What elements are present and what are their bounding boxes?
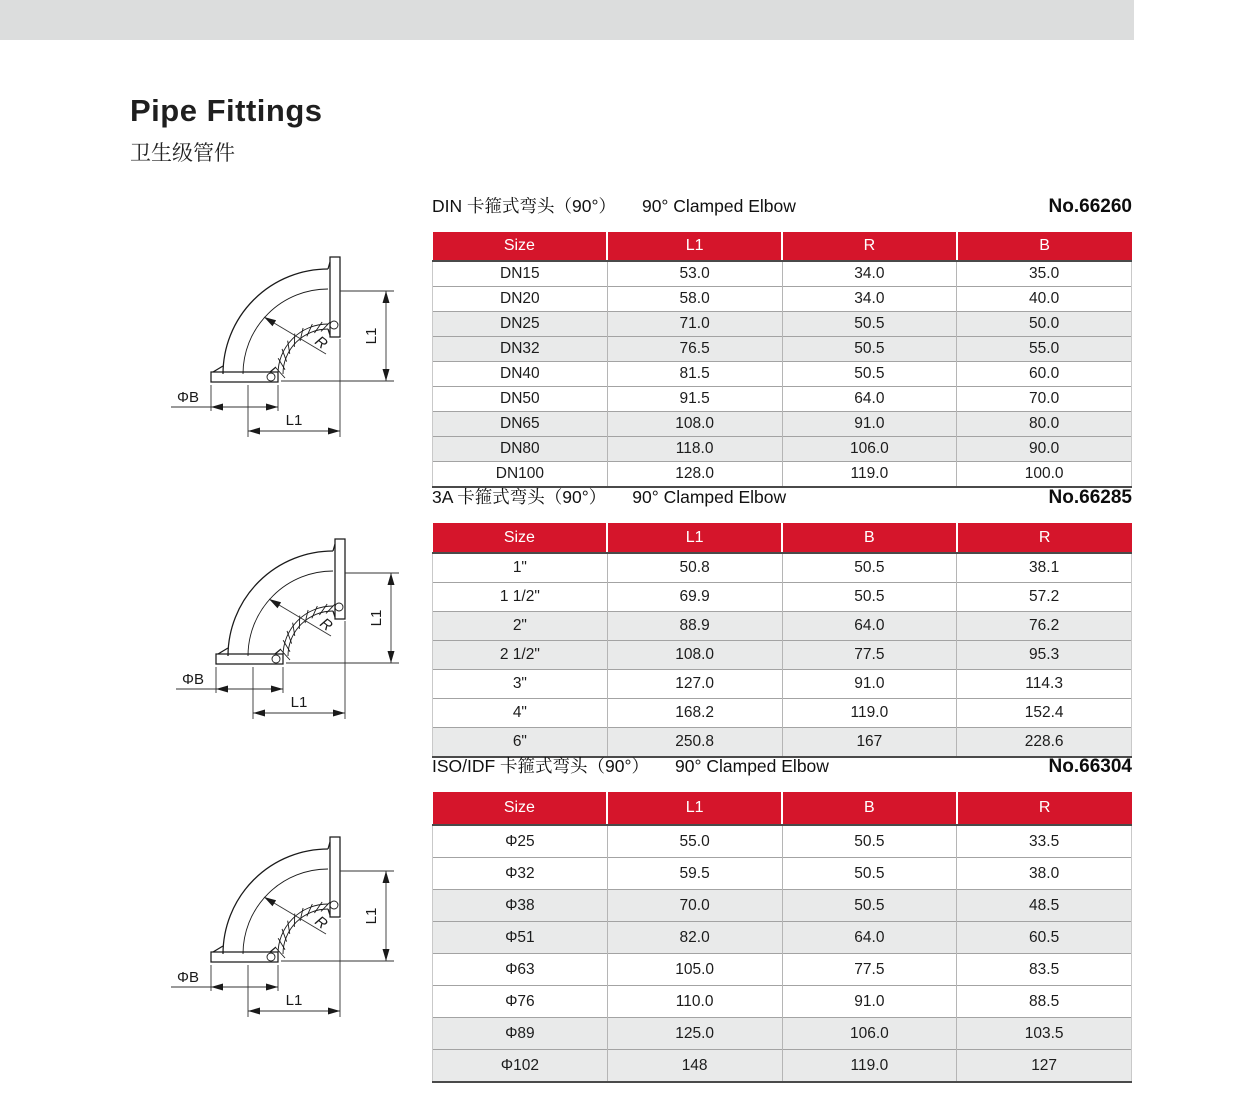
- value-cell: 50.5: [782, 312, 957, 337]
- dim-label-l1-horizontal: L1: [285, 412, 303, 429]
- value-cell: 106.0: [782, 437, 957, 462]
- dim-label-r: R: [311, 912, 331, 933]
- column-header: R: [957, 523, 1132, 553]
- value-cell: 90.0: [957, 437, 1132, 462]
- value-cell: 55.0: [957, 337, 1132, 362]
- value-cell: 58.0: [607, 287, 782, 312]
- value-cell: 82.0: [607, 922, 782, 954]
- value-cell: 53.0: [607, 261, 782, 287]
- table-row: [433, 699, 1132, 728]
- size-cell: DN25: [433, 312, 608, 337]
- table-row: [433, 954, 1132, 986]
- section-title: [432, 753, 1132, 780]
- value-cell: 70.0: [607, 890, 782, 922]
- size-cell: Φ76: [433, 986, 608, 1018]
- value-cell: 127.0: [607, 670, 782, 699]
- size-cell: 6": [433, 728, 608, 758]
- value-cell: 152.4: [957, 699, 1132, 728]
- value-cell: 33.5: [957, 825, 1132, 858]
- value-cell: 35.0: [957, 261, 1132, 287]
- table-row: [433, 612, 1132, 641]
- value-cell: 167: [782, 728, 957, 758]
- value-cell: 34.0: [782, 287, 957, 312]
- size-cell: 1 1/2": [433, 583, 608, 612]
- column-header: L1: [607, 523, 782, 553]
- value-cell: 125.0: [607, 1018, 782, 1050]
- dim-label-l1-horizontal: L1: [290, 694, 308, 711]
- size-cell: DN20: [433, 287, 608, 312]
- column-header: B: [782, 792, 957, 825]
- elbow-technical-drawing: [126, 229, 406, 459]
- value-cell: 50.5: [782, 337, 957, 362]
- value-cell: 91.5: [607, 387, 782, 412]
- value-cell: 88.5: [957, 986, 1132, 1018]
- value-cell: 91.0: [782, 412, 957, 437]
- dim-label-phi-b: ΦB: [182, 671, 204, 688]
- elbow-technical-drawing: [126, 809, 406, 1039]
- value-cell: 50.5: [782, 583, 957, 612]
- header-row: [433, 232, 1132, 261]
- value-cell: 64.0: [782, 387, 957, 412]
- table-row: [433, 1018, 1132, 1050]
- value-cell: 119.0: [782, 699, 957, 728]
- table-row: [433, 362, 1132, 387]
- table-row: [433, 986, 1132, 1018]
- value-cell: 106.0: [782, 1018, 957, 1050]
- value-cell: 128.0: [607, 462, 782, 488]
- elbow-outline: [211, 257, 340, 382]
- spec-table-3a: [432, 523, 1132, 758]
- value-cell: 88.9: [607, 612, 782, 641]
- brand-header: [130, 92, 323, 167]
- value-cell: 50.5: [782, 362, 957, 387]
- size-cell: DN40: [433, 362, 608, 387]
- size-cell: 3": [433, 670, 608, 699]
- column-header: L1: [607, 792, 782, 825]
- value-cell: 77.5: [782, 641, 957, 670]
- column-header: Size: [433, 792, 608, 825]
- value-cell: 64.0: [782, 612, 957, 641]
- right-ferrule-flange: [333, 539, 345, 619]
- value-cell: 91.0: [782, 986, 957, 1018]
- dim-label-l1-horizontal: L1: [285, 992, 303, 1009]
- right-ferrule-flange: [328, 257, 340, 337]
- value-cell: 103.5: [957, 1018, 1132, 1050]
- table-row: [433, 858, 1132, 890]
- table-row: [433, 1050, 1132, 1083]
- column-header: B: [957, 232, 1132, 261]
- column-header: B: [782, 523, 957, 553]
- value-cell: 71.0: [607, 312, 782, 337]
- table-row: [433, 412, 1132, 437]
- dim-label-l1-vertical: L1: [363, 907, 380, 925]
- section-title: [432, 193, 1132, 220]
- value-cell: 168.2: [607, 699, 782, 728]
- dim-label-phi-b: ΦB: [177, 389, 199, 406]
- value-cell: 81.5: [607, 362, 782, 387]
- spec-table-din: [432, 232, 1132, 488]
- value-cell: 50.5: [782, 825, 957, 858]
- page-subtitle: 卫生级管件: [130, 142, 235, 165]
- value-cell: 148: [607, 1050, 782, 1083]
- column-header: R: [782, 232, 957, 261]
- value-cell: 50.5: [782, 858, 957, 890]
- catalog-number: No.66304: [1048, 756, 1132, 777]
- dimension-lines: [171, 871, 394, 1017]
- section-title-zh: DIN 卡箍式弯头（90°）: [432, 196, 616, 216]
- right-ferrule-flange: [328, 837, 340, 917]
- size-cell: Φ38: [433, 890, 608, 922]
- size-cell: Φ32: [433, 858, 608, 890]
- value-cell: 59.5: [607, 858, 782, 890]
- bottom-ferrule-flange: [211, 366, 278, 382]
- column-header: Size: [433, 232, 608, 261]
- value-cell: 38.1: [957, 553, 1132, 583]
- table-row: [433, 287, 1132, 312]
- value-cell: 105.0: [607, 954, 782, 986]
- value-cell: 69.9: [607, 583, 782, 612]
- dim-label-r: R: [316, 614, 336, 635]
- size-cell: DN32: [433, 337, 608, 362]
- value-cell: 60.5: [957, 922, 1132, 954]
- dim-label-r: R: [311, 332, 331, 353]
- dim-label-l1-vertical: L1: [363, 327, 380, 345]
- bottom-ferrule-flange: [211, 946, 278, 962]
- size-cell: Φ63: [433, 954, 608, 986]
- value-cell: 38.0: [957, 858, 1132, 890]
- column-header: L1: [607, 232, 782, 261]
- value-cell: 108.0: [607, 412, 782, 437]
- dimension-lines: [176, 573, 399, 719]
- value-cell: 50.0: [957, 312, 1132, 337]
- table-row: [433, 641, 1132, 670]
- value-cell: 50.5: [782, 553, 957, 583]
- size-cell: DN65: [433, 412, 608, 437]
- section-3a-elbow: [432, 484, 1132, 758]
- header-row: [433, 523, 1132, 553]
- value-cell: 108.0: [607, 641, 782, 670]
- size-cell: DN100: [433, 462, 608, 488]
- elbow-technical-drawing: [131, 511, 411, 741]
- section-title-en: 90° Clamped Elbow: [675, 756, 829, 776]
- value-cell: 40.0: [957, 287, 1132, 312]
- value-cell: 34.0: [782, 261, 957, 287]
- size-cell: Φ25: [433, 825, 608, 858]
- column-header: Size: [433, 523, 608, 553]
- value-cell: 91.0: [782, 670, 957, 699]
- value-cell: 50.8: [607, 553, 782, 583]
- value-cell: 127: [957, 1050, 1132, 1083]
- value-cell: 114.3: [957, 670, 1132, 699]
- table-row: [433, 261, 1132, 287]
- value-cell: 250.8: [607, 728, 782, 758]
- size-cell: 1": [433, 553, 608, 583]
- table-row: [433, 825, 1132, 858]
- elbow-outline: [216, 539, 345, 664]
- dim-label-phi-b: ΦB: [177, 969, 199, 986]
- table-row: [433, 312, 1132, 337]
- section-title: [432, 484, 1132, 511]
- dimension-lines: [171, 291, 394, 437]
- catalog-number: No.66260: [1048, 196, 1132, 217]
- size-cell: Φ51: [433, 922, 608, 954]
- section-title-en: 90° Clamped Elbow: [632, 487, 787, 507]
- value-cell: 83.5: [957, 954, 1132, 986]
- value-cell: 80.0: [957, 412, 1132, 437]
- value-cell: 76.5: [607, 337, 782, 362]
- table-row: [433, 583, 1132, 612]
- dim-label-l1-vertical: L1: [368, 609, 385, 627]
- section-din-elbow: [432, 193, 1132, 488]
- value-cell: 95.3: [957, 641, 1132, 670]
- bottom-ferrule-flange: [216, 648, 283, 664]
- table-row: [433, 437, 1132, 462]
- value-cell: 48.5: [957, 890, 1132, 922]
- section-iso-idf-elbow: [432, 753, 1132, 1083]
- size-cell: DN80: [433, 437, 608, 462]
- page-title: Pipe Fittings: [130, 93, 323, 128]
- size-cell: Φ102: [433, 1050, 608, 1083]
- table-row: [433, 553, 1132, 583]
- size-cell: 4": [433, 699, 608, 728]
- value-cell: 110.0: [607, 986, 782, 1018]
- size-cell: DN50: [433, 387, 608, 412]
- column-header: R: [957, 792, 1132, 825]
- value-cell: 119.0: [782, 462, 957, 488]
- value-cell: 119.0: [782, 1050, 957, 1083]
- value-cell: 50.5: [782, 890, 957, 922]
- value-cell: 55.0: [607, 825, 782, 858]
- value-cell: 228.6: [957, 728, 1132, 758]
- table-row: [433, 922, 1132, 954]
- value-cell: 77.5: [782, 954, 957, 986]
- table-row: [433, 337, 1132, 362]
- value-cell: 64.0: [782, 922, 957, 954]
- spec-table-iso-idf: [432, 792, 1132, 1083]
- size-cell: 2 1/2": [433, 641, 608, 670]
- value-cell: 118.0: [607, 437, 782, 462]
- size-cell: 2": [433, 612, 608, 641]
- value-cell: 76.2: [957, 612, 1132, 641]
- section-title-zh: 3A 卡箍式弯头（90°）: [432, 487, 607, 507]
- value-cell: 60.0: [957, 362, 1132, 387]
- size-cell: DN15: [433, 261, 608, 287]
- value-cell: 70.0: [957, 387, 1132, 412]
- table-row: [433, 890, 1132, 922]
- elbow-outline: [211, 837, 340, 962]
- section-title-en: 90° Clamped Elbow: [641, 196, 796, 216]
- table-row: [433, 387, 1132, 412]
- table-row: [433, 670, 1132, 699]
- section-title-zh: ISO/IDF 卡箍式弯头（90°）: [432, 756, 650, 776]
- size-cell: Φ89: [433, 1018, 608, 1050]
- catalog-number: No.66285: [1048, 487, 1132, 508]
- value-cell: 100.0: [957, 462, 1132, 488]
- top-bar: [0, 0, 1134, 40]
- header-row: [433, 792, 1132, 825]
- value-cell: 57.2: [957, 583, 1132, 612]
